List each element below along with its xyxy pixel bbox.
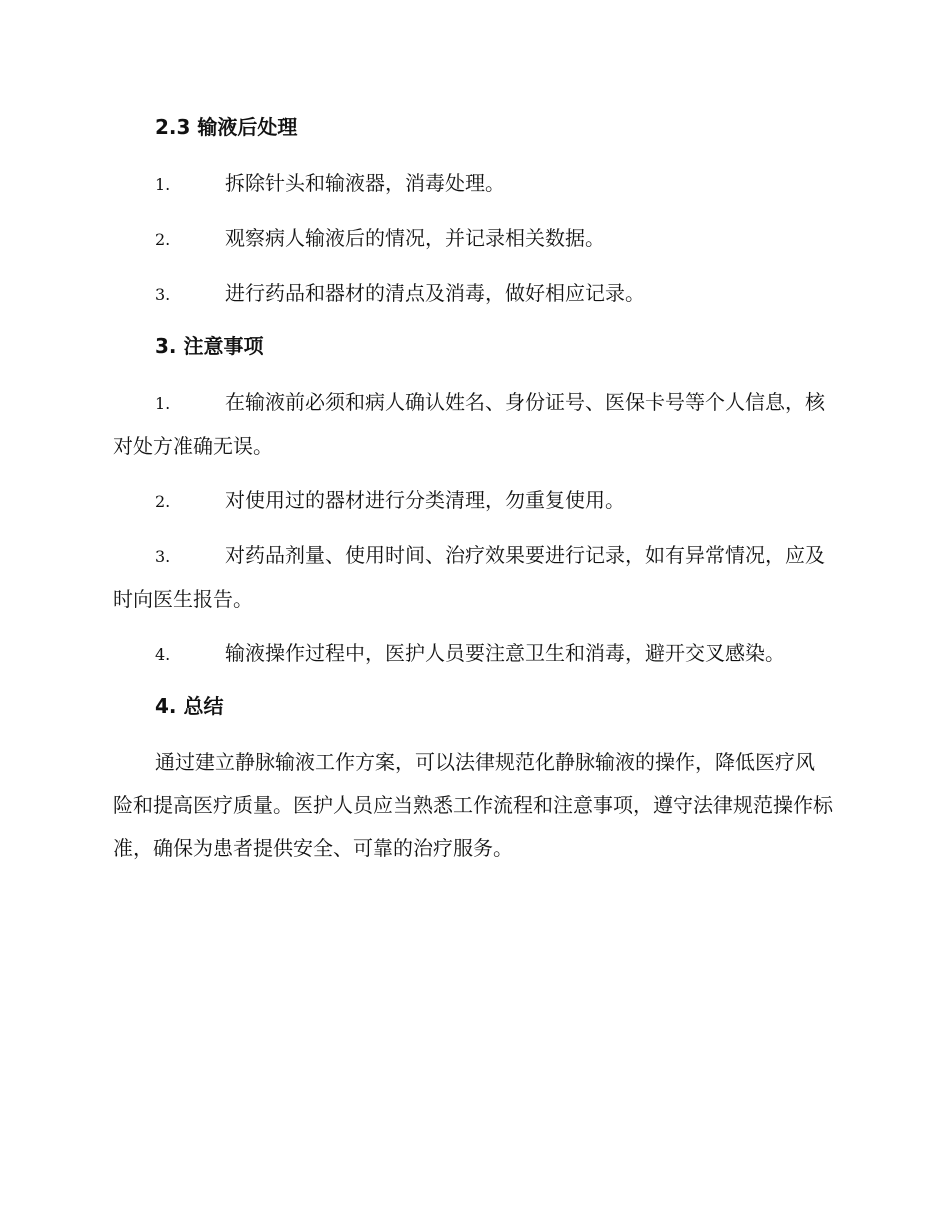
list-item-text: 对药品剂量、使用时间、治疗效果要进行记录，如有异常情况，应及时向医生报告。 [113,543,825,611]
document-content [113,108,833,870]
list-item [113,632,833,676]
list-item [113,162,833,206]
list-item-text: 进行药品和器材的清点及消毒，做好相应记录。 [225,281,645,305]
list-item-text: 输液操作过程中，医护人员要注意卫生和消毒，避开交叉感染。 [225,641,785,665]
list-item [113,381,833,468]
list-item [113,217,833,261]
list-item-text: 拆除针头和输液器，消毒处理。 [225,171,505,195]
summary-paragraph: 通过建立静脉输液工作方案，可以法律规范化静脉输液的操作，降低医疗风险和提高医疗质量。医护人员应当熟悉工作流程和注意事项，遵守法律规范操作标准，确保为患者提供安全、可靠的治疗服务。 [113,750,833,860]
list-item-text: 对使用过的器材进行分类清理，勿重复使用。 [225,488,625,512]
list-number: 2. [155,492,171,511]
section-heading-summary: 4. 总结 [155,694,224,718]
list-item [113,534,833,621]
list-number: 3. [155,285,171,304]
list-number: 1. [155,175,171,194]
section-heading-post-infusion: 2.3 输液后处理 [155,115,298,139]
list-number: 4. [155,645,171,664]
list-item-text: 在输液前必须和病人确认姓名、身份证号、医保卡号等个人信息，核对处方准确无误。 [113,390,825,458]
list-item-text: 观察病人输液后的情况，并记录相关数据。 [225,226,605,250]
list-number: 2. [155,230,171,249]
section-heading-precautions: 3. 注意事项 [155,334,264,358]
list-number: 1. [155,394,171,413]
list-item [113,272,833,316]
list-item [113,479,833,523]
list-number: 3. [155,547,171,566]
